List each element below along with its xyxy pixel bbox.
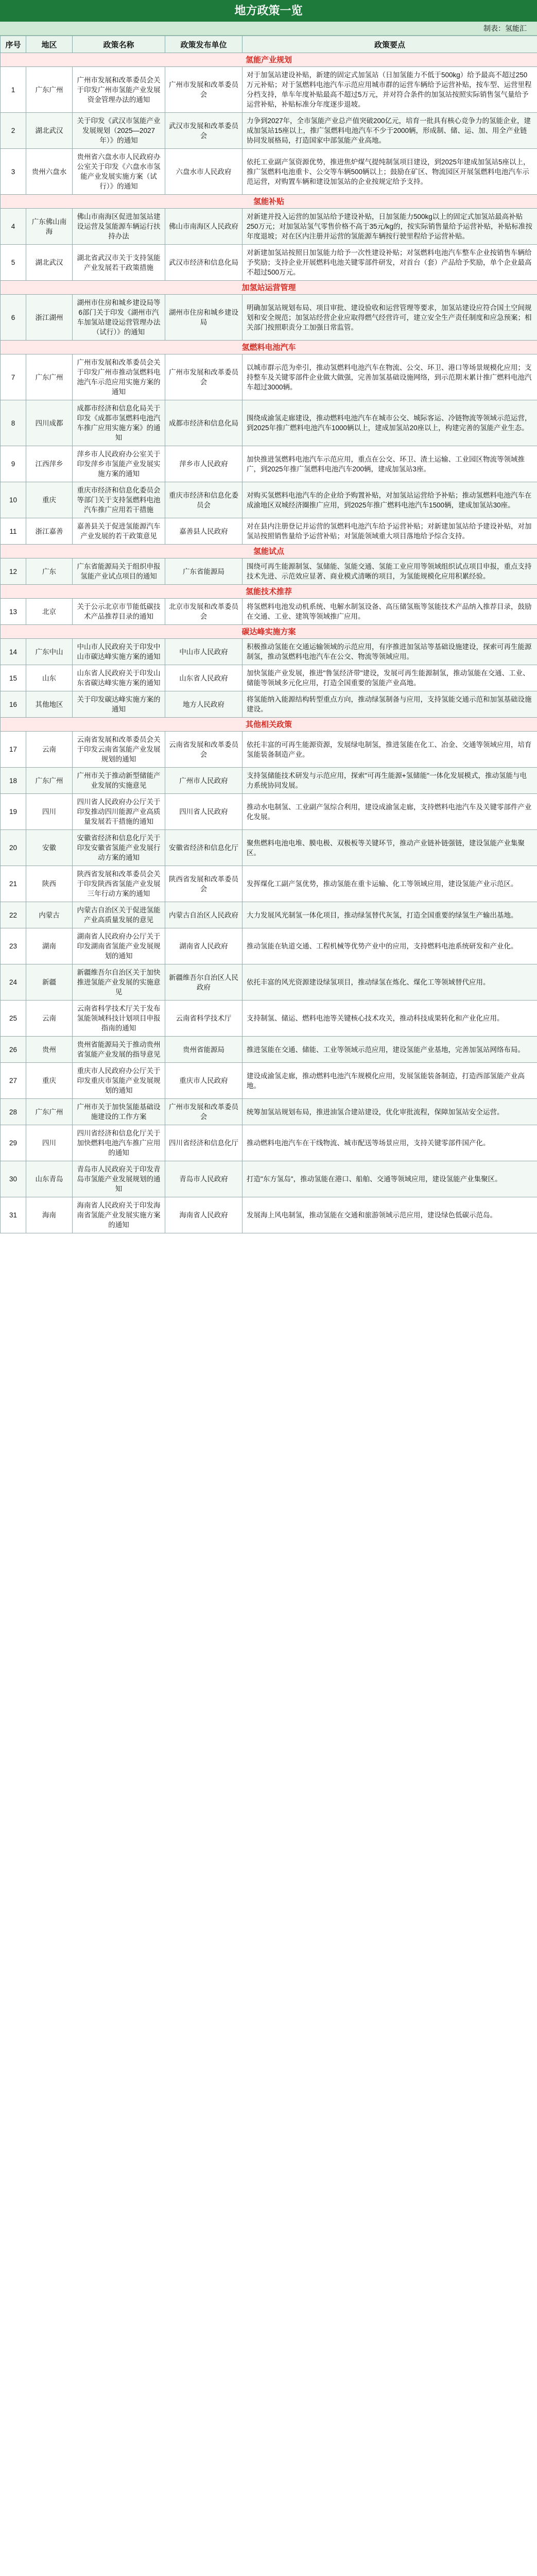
cell-points: 统筹加氢站规划布局，推进油氢合建站建设，优化审批流程，保障加氢站安全运营。: [242, 1099, 537, 1125]
cell-points: 加快推进氢燃料电池汽车示范应用，重点在公交、环卫、渣土运输、工业园区物流等领域推广，到2025年推广氢燃料电池汽车200辆，建成加氢站3座。: [242, 446, 537, 482]
cell-dept: 贵州省能源局: [165, 1037, 242, 1063]
cell-region: 重庆: [26, 482, 73, 518]
cell-region: 广东中山: [26, 639, 73, 665]
cell-policy: 四川省经济和信息化厅关于加快燃料电池汽车推广应用的通知: [73, 1125, 165, 1161]
table-row: [1, 794, 537, 830]
cell-dept: 湖州市住房和城乡建设局: [165, 295, 242, 341]
table-row: [1, 964, 537, 1001]
cell-region: 湖北武汉: [26, 113, 73, 149]
cell-no: 5: [1, 245, 26, 281]
cell-points: 将氢燃料电池发动机系统、电解水制氢设备、高压储氢瓶等氢能技术产品纳入推荐目录，鼓励在交通、工业、建筑等领域推广应用。: [242, 599, 537, 625]
header-dept: 政策发布单位: [165, 36, 242, 53]
cell-no: 20: [1, 830, 26, 866]
table-row: [1, 599, 537, 625]
cell-policy: 关于印发碳达峰实施方案的通知: [73, 691, 165, 718]
cell-no: 17: [1, 732, 26, 768]
cell-dept: 四川省经济和信息化厅: [165, 1125, 242, 1161]
cell-dept: 四川省人民政府: [165, 794, 242, 830]
cell-policy: 嘉善县关于促进氢能源汽车产业发展的若干政策意见: [73, 518, 165, 545]
cell-dept: 佛山市南海区人民政府: [165, 209, 242, 245]
cell-policy: 山东省人民政府关于印发山东省碳达峰实施方案的通知: [73, 665, 165, 691]
cell-policy: 重庆市经济和信息化委员会等部门关于支持氢燃料电池汽车推广应用若干措施: [73, 482, 165, 518]
cell-points: 推进氢能在交通、储能、工业等领域示范应用，建设氢能产业基地，完善加氢站网络布局。: [242, 1037, 537, 1063]
table-row: [1, 245, 537, 281]
table-row: [1, 1161, 537, 1197]
cell-policy: 关于公示北京市节能低碳技术产品推荐目录的通知: [73, 599, 165, 625]
cell-region: 四川成都: [26, 400, 73, 446]
section-title: 氢能试点: [1, 545, 537, 558]
cell-points: 推动燃料电池汽车在干线物流、城市配送等场景应用，支持关键零部件国产化。: [242, 1125, 537, 1161]
cell-no: 31: [1, 1197, 26, 1233]
cell-no: 4: [1, 209, 26, 245]
cell-points: 对于加氢站建设补贴，新建的固定式加氢站（日加氢能力不低于500kg）给予最高不超过250万元补贴；对于氢燃料电池汽车示范应用城市群的运营车辆给予运营补贴，按车型、运营里程分档支持，单车年度补贴最高不超过5万元，并对符合条件的加氢站按照实际销售氢气量给予运营补贴，补贴标准分年度逐步退坡。: [242, 67, 537, 113]
cell-dept: 武汉市经济和信息化局: [165, 245, 242, 281]
cell-region: 广东广州: [26, 354, 73, 400]
cell-region: 广东广州: [26, 768, 73, 794]
page: [0, 0, 537, 1233]
cell-region: 北京: [26, 599, 73, 625]
cell-no: 22: [1, 902, 26, 928]
table-row: [1, 482, 537, 518]
table-row: [1, 665, 537, 691]
cell-no: 7: [1, 354, 26, 400]
cell-dept: 陕西省发展和改革委员会: [165, 866, 242, 902]
cell-no: 15: [1, 665, 26, 691]
cell-region: 四川: [26, 794, 73, 830]
cell-no: 9: [1, 446, 26, 482]
table-body: [1, 53, 537, 1233]
cell-dept: 重庆市人民政府: [165, 1063, 242, 1099]
page-title: 地方政策一览: [0, 0, 537, 22]
cell-dept: 北京市发展和改革委员会: [165, 599, 242, 625]
cell-dept: 新疆维吾尔自治区人民政府: [165, 964, 242, 1001]
section-header-row: [1, 625, 537, 639]
section-header-row: [1, 545, 537, 558]
cell-region: 广东广州: [26, 67, 73, 113]
section-title: 碳达峰实施方案: [1, 625, 537, 639]
cell-no: 29: [1, 1125, 26, 1161]
cell-points: 支持制氢、储运、燃料电池等关键核心技术攻关，推动科技成果转化和产业化应用。: [242, 1001, 537, 1037]
cell-points: 建设成渝氢走廊，推动燃料电池汽车规模化应用，发展氢能装备制造，打造西部氢能产业高地。: [242, 1063, 537, 1099]
table-row: [1, 830, 537, 866]
cell-no: 10: [1, 482, 26, 518]
table-row: [1, 149, 537, 195]
table-row: [1, 1037, 537, 1063]
table-row: [1, 67, 537, 113]
cell-no: 3: [1, 149, 26, 195]
cell-policy: 湖南省人民政府办公厅关于印发湖南省氢能产业发展规划的通知: [73, 928, 165, 964]
cell-no: 21: [1, 866, 26, 902]
cell-region: 其他地区: [26, 691, 73, 718]
cell-no: 13: [1, 599, 26, 625]
table-row: [1, 1001, 537, 1037]
cell-region: 广东广州: [26, 1099, 73, 1125]
cell-points: 对新建加氢站按照日加氢能力给予一次性建设补贴；对氢燃料电池汽车整车企业按销售车辆给予奖励；支持企业开展燃料电池关键零部件研发，对首台（套）产品给予奖励，单个企业最高不超过500万元。: [242, 245, 537, 281]
cell-points: 发挥煤化工副产氢优势，推动氢能在重卡运输、化工等领域应用，建设氢能产业示范区。: [242, 866, 537, 902]
cell-policy: 青岛市人民政府关于印发青岛市氢能产业发展规划的通知: [73, 1161, 165, 1197]
table-row: [1, 768, 537, 794]
cell-policy: 内蒙古自治区关于促进氢能产业高质量发展的意见: [73, 902, 165, 928]
cell-points: 对新建并投入运营的加氢站给予建设补贴，日加氢能力500kg以上的固定式加氢站最高补贴250万元；对加氢站氢气零售价格不高于35元/kg的，按实际销售量给予运营补贴，补贴标准按年度退坡；对在区内注册并运营的氢能源车辆按行驶里程给予运营补贴。: [242, 209, 537, 245]
cell-points: 推动水电制氢、工业副产氢综合利用，建设成渝氢走廊，支持燃料电池汽车及关键零部件产业化发展。: [242, 794, 537, 830]
table-row: [1, 902, 537, 928]
section-title: 加氢站运营管理: [1, 281, 537, 295]
cell-no: 30: [1, 1161, 26, 1197]
section-header-row: [1, 585, 537, 599]
cell-region: 广东佛山南海: [26, 209, 73, 245]
table-row: [1, 1099, 537, 1125]
cell-region: 湖南: [26, 928, 73, 964]
cell-points: 对购买氢燃料电池汽车的企业给予购置补贴，对加氢站运营给予补贴；推动氢燃料电池汽车在成渝地区双城经济圈推广应用，到2025年推广燃料电池汽车1500辆，建成加氢站30座。: [242, 482, 537, 518]
cell-no: 14: [1, 639, 26, 665]
cell-policy: 萍乡市人民政府办公室关于印发萍乡市氢能产业发展实施方案的通知: [73, 446, 165, 482]
cell-points: 力争到2027年，全市氢能产业总产值突破200亿元，培育一批具有核心竞争力的氢能企业，建成加氢站15座以上，推广氢燃料电池汽车不少于2000辆，形成制、储、运、加、用全产业链协同发展格局，打造国家中部氢能产业高地。: [242, 113, 537, 149]
cell-policy: 广州市关于推动新型储能产业发展的实施意见: [73, 768, 165, 794]
cell-region: 浙江湖州: [26, 295, 73, 341]
table-row: [1, 691, 537, 718]
cell-points: 聚焦燃料电池电堆、膜电极、双极板等关键环节，推动产业链补链强链，建设氢能产业集聚区。: [242, 830, 537, 866]
header-region: 地区: [26, 36, 73, 53]
cell-no: 6: [1, 295, 26, 341]
cell-points: 对在县内注册登记并运营的氢燃料电池汽车给予运营补贴；对新建加氢站给予建设补贴，对加氢站按照销售量给予运营补贴；对氢能领域重大项目落地给予综合支持。: [242, 518, 537, 545]
cell-dept: 云南省科学技术厅: [165, 1001, 242, 1037]
cell-region: 四川: [26, 1125, 73, 1161]
cell-dept: 湖南省人民政府: [165, 928, 242, 964]
header-no: 序号: [1, 36, 26, 53]
cell-policy: 广州市关于加快氢能基础设施建设的工作方案: [73, 1099, 165, 1125]
table-row: [1, 928, 537, 964]
cell-dept: 广州市发展和改革委员会: [165, 67, 242, 113]
cell-dept: 海南省人民政府: [165, 1197, 242, 1233]
cell-no: 26: [1, 1037, 26, 1063]
cell-dept: 广州市人民政府: [165, 768, 242, 794]
cell-dept: 山东省人民政府: [165, 665, 242, 691]
cell-dept: 广州市发展和改革委员会: [165, 354, 242, 400]
cell-region: 内蒙古: [26, 902, 73, 928]
cell-points: 打造"东方氢岛"，推动氢能在港口、船舶、交通等领域应用，建设氢能产业集聚区。: [242, 1161, 537, 1197]
section-header-row: [1, 281, 537, 295]
header-points: 政策要点: [242, 36, 537, 53]
cell-dept: 成都市经济和信息化局: [165, 400, 242, 446]
cell-policy: 成都市经济和信息化局关于印发《成都市氢燃料电池汽车推广应用实施方案》的通知: [73, 400, 165, 446]
table-row: [1, 209, 537, 245]
cell-points: 支持氢储能技术研发与示范应用，探索"可再生能源+氢储能"一体化发展模式，推动氢能与电力系统协同发展。: [242, 768, 537, 794]
table-row: [1, 295, 537, 341]
cell-region: 山东: [26, 665, 73, 691]
cell-no: 18: [1, 768, 26, 794]
cell-no: 28: [1, 1099, 26, 1125]
cell-points: 加快氢能产业发展，推进"鲁氢经济带"建设，发展可再生能源制氢，推动氢能在交通、工业、储能等领域多元化应用，打造全国重要的氢能产业高地。: [242, 665, 537, 691]
cell-region: 重庆: [26, 1063, 73, 1099]
cell-points: 大力发展风光制氢一体化项目，推动绿氢替代灰氢，打造全国重要的绿氢生产输出基地。: [242, 902, 537, 928]
cell-region: 云南: [26, 732, 73, 768]
maker-label: 制表：氢能汇: [0, 22, 537, 36]
section-title: 其他相关政策: [1, 718, 537, 732]
cell-no: 25: [1, 1001, 26, 1037]
cell-points: 围绕可再生能源制氢、氢储能、氢能交通、氢能工业应用等领域组织试点项目申报，重点支持技术先进、示范效应显著、商业模式清晰的项目，为氢能规模化应用积累经验。: [242, 558, 537, 585]
header-policy: 政策名称: [73, 36, 165, 53]
cell-no: 8: [1, 400, 26, 446]
cell-points: 依托丰富的风光资源建设绿氢项目，推动绿氢在炼化、煤化工等领域替代应用。: [242, 964, 537, 1001]
cell-dept: 云南省发展和改革委员会: [165, 732, 242, 768]
cell-dept: 武汉市发展和改革委员会: [165, 113, 242, 149]
cell-region: 海南: [26, 1197, 73, 1233]
cell-policy: 贵州省六盘水市人民政府办公室关于印发《六盘水市氢能产业发展实施方案（试行）》的通知: [73, 149, 165, 195]
cell-policy: 广州市发展和改革委员会关于印发广州市氢能产业发展资金管理办法的通知: [73, 67, 165, 113]
table-row: [1, 732, 537, 768]
table-row: [1, 446, 537, 482]
cell-no: 23: [1, 928, 26, 964]
cell-no: 27: [1, 1063, 26, 1099]
cell-dept: 安徽省经济和信息化厅: [165, 830, 242, 866]
cell-dept: 内蒙古自治区人民政府: [165, 902, 242, 928]
section-title: 氢能产业规划: [1, 53, 537, 67]
cell-points: 依托丰富的可再生能源资源，发展绿电制氢，推进氢能在化工、冶金、交通等领域应用，培育氢能装备制造产业。: [242, 732, 537, 768]
cell-region: 新疆: [26, 964, 73, 1001]
cell-policy: 新疆维吾尔自治区关于加快推进氢能产业发展的实施意见: [73, 964, 165, 1001]
cell-policy: 广东省能源局关于组织申报氢能产业试点项目的通知: [73, 558, 165, 585]
section-title: 氢能补贴: [1, 195, 537, 209]
cell-policy: 广州市发展和改革委员会关于印发广州市推动氢燃料电池汽车示范应用实施方案的通知: [73, 354, 165, 400]
cell-policy: 四川省人民政府办公厅关于印发推动四川能源产业高质量发展若干措施的通知: [73, 794, 165, 830]
cell-dept: 中山市人民政府: [165, 639, 242, 665]
policy-table: [0, 36, 537, 1233]
cell-policy: 安徽省经济和信息化厅关于印发安徽省氢能产业发展行动方案的通知: [73, 830, 165, 866]
cell-region: 贵州六盘水: [26, 149, 73, 195]
cell-dept: 广东省能源局: [165, 558, 242, 585]
cell-no: 1: [1, 67, 26, 113]
section-header-row: [1, 718, 537, 732]
table-row: [1, 558, 537, 585]
cell-region: 广东: [26, 558, 73, 585]
cell-points: 依托工业副产氢资源优势，推进焦炉煤气提纯制氢项目建设，到2025年建成加氢站5座以上，推广氢燃料电池重卡、公交等车辆500辆以上；鼓励在矿区、物流园区开展氢燃料电池汽车示范运营，对购置车辆和建设加氢站的企业按规定给予支持。: [242, 149, 537, 195]
section-header-row: [1, 341, 537, 354]
cell-no: 12: [1, 558, 26, 585]
cell-policy: 陕西省发展和改革委员会关于印发陕西省氢能产业发展三年行动方案的通知: [73, 866, 165, 902]
cell-dept: 广州市发展和改革委员会: [165, 1099, 242, 1125]
cell-region: 湖北武汉: [26, 245, 73, 281]
cell-policy: 重庆市人民政府办公厅关于印发重庆市氢能产业发展规划的通知: [73, 1063, 165, 1099]
cell-region: 安徽: [26, 830, 73, 866]
cell-points: 积极推动氢能在交通运输领域的示范应用，有序推进加氢站等基础设施建设，探索可再生能源制氢，推动氢燃料电池汽车在公交、物流等领域应用。: [242, 639, 537, 665]
cell-points: 围绕成渝氢走廊建设，推动燃料电池汽车在城市公交、城际客运、冷链物流等领域示范运营，到2025年推广燃料电池汽车1000辆以上，建成加氢站20座以上，构建完善的氢能产业生态。: [242, 400, 537, 446]
table-row: [1, 1125, 537, 1161]
section-header-row: [1, 53, 537, 67]
cell-no: 2: [1, 113, 26, 149]
table-row: [1, 113, 537, 149]
cell-no: 19: [1, 794, 26, 830]
cell-policy: 贵州省能源局关于推动贵州省氢能产业发展的指导意见: [73, 1037, 165, 1063]
cell-region: 贵州: [26, 1037, 73, 1063]
table-row: [1, 1063, 537, 1099]
cell-dept: 地方人民政府: [165, 691, 242, 718]
table-row: [1, 354, 537, 400]
cell-points: 明确加氢站规划布局、项目审批、建设验收和运营管理等要求，加氢站建设应符合国土空间规划和安全规范；加氢站经营企业应取得燃气经营许可，建立安全生产责任制度和应急预案；相关部门按照职责分工加强日常监管。: [242, 295, 537, 341]
cell-region: 陕西: [26, 866, 73, 902]
cell-policy: 湖州市住房和城乡建设局等6部门关于印发《湖州市汽车加氢站建设运营管理办法（试行）》的通知: [73, 295, 165, 341]
cell-dept: 青岛市人民政府: [165, 1161, 242, 1197]
cell-dept: 嘉善县人民政府: [165, 518, 242, 545]
table-row: [1, 1197, 537, 1233]
cell-region: 江西萍乡: [26, 446, 73, 482]
table-row: [1, 518, 537, 545]
cell-policy: 云南省发展和改革委员会关于印发云南省氢能产业发展规划的通知: [73, 732, 165, 768]
cell-points: 将氢能纳入能源结构转型重点方向，推动绿氢制备与应用，支持氢能交通示范和加氢基础设施建设。: [242, 691, 537, 718]
cell-points: 推动氢能在轨道交通、工程机械等优势产业中的应用，支持燃料电池系统研发和产业化。: [242, 928, 537, 964]
cell-policy: 湖北省武汉市关于支持氢能产业发展若干政策措施: [73, 245, 165, 281]
cell-dept: 萍乡市人民政府: [165, 446, 242, 482]
section-title: 氢能技术推荐: [1, 585, 537, 599]
cell-policy: 海南省人民政府关于印发海南省氢能产业发展实施方案的通知: [73, 1197, 165, 1233]
cell-policy: 佛山市南海区促进加氢站建设运营及氢能源车辆运行扶持办法: [73, 209, 165, 245]
cell-points: 以城市群示范为牵引，推动氢燃料电池汽车在物流、公交、环卫、港口等场景规模化应用；支持整车及关键零部件企业做大做强，完善加氢基础设施网络，到示范期末累计推广燃料电池汽车超过3000辆。: [242, 354, 537, 400]
cell-no: 11: [1, 518, 26, 545]
cell-points: 发展海上风电制氢，推动氢能在交通和旅游领域示范应用，建设绿色低碳示范岛。: [242, 1197, 537, 1233]
table-row: [1, 866, 537, 902]
table-row: [1, 639, 537, 665]
cell-no: 24: [1, 964, 26, 1001]
cell-policy: 云南省科学技术厅关于发布氢能领域科技计划项目申报指南的通知: [73, 1001, 165, 1037]
table-row: [1, 400, 537, 446]
section-title: 氢燃料电池汽车: [1, 341, 537, 354]
cell-dept: 重庆市经济和信息化委员会: [165, 482, 242, 518]
cell-region: 云南: [26, 1001, 73, 1037]
section-header-row: [1, 195, 537, 209]
cell-region: 浙江嘉善: [26, 518, 73, 545]
table-header-row: [1, 36, 537, 53]
cell-dept: 六盘水市人民政府: [165, 149, 242, 195]
cell-no: 16: [1, 691, 26, 718]
cell-policy: 关于印发《武汉市氢能产业发展规划（2025—2027年）》的通知: [73, 113, 165, 149]
cell-region: 山东青岛: [26, 1161, 73, 1197]
cell-policy: 中山市人民政府关于印发中山市碳达峰实施方案的通知: [73, 639, 165, 665]
